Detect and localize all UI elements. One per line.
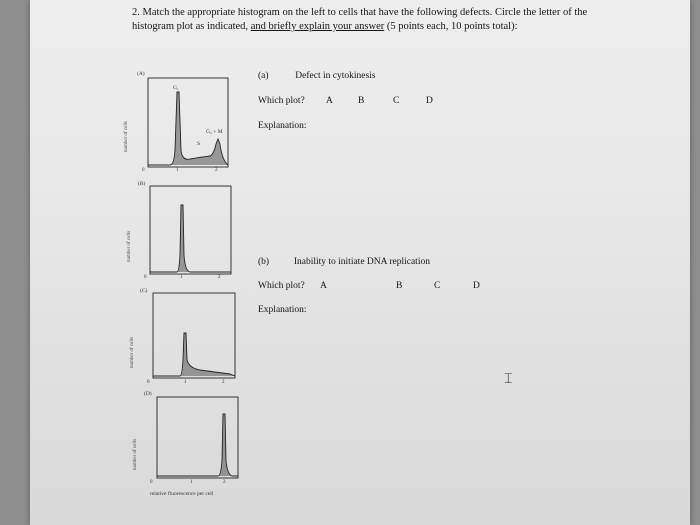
part-b-tag: (b) — [258, 257, 270, 267]
part-a-defect: Defect in cytokinesis — [295, 71, 376, 81]
tick-1-d: 1 — [190, 480, 193, 485]
tick-2-b: 2 — [218, 275, 221, 280]
y-axis-label-c: number of cells — [130, 336, 135, 368]
part-a-option-d[interactable]: D — [426, 96, 433, 106]
part-a-which-plot: Which plot? — [258, 96, 305, 106]
part-b-option-d[interactable]: D — [473, 281, 480, 291]
histogram-d — [157, 397, 238, 478]
histogram-figures — [30, 0, 690, 525]
y-axis-label-a: number of cells — [124, 120, 129, 152]
part-b-explanation: Explanation: — [258, 305, 307, 315]
question-number: 2. — [132, 7, 140, 18]
panel-label-d: (D) — [144, 391, 152, 397]
tick-1-c: 1 — [184, 380, 187, 385]
histogram-d-curve — [157, 414, 238, 476]
histogram-c — [153, 293, 235, 378]
text-cursor-icon: ⌶ — [504, 372, 513, 387]
part-a-option-a[interactable]: A — [326, 96, 333, 106]
histogram-c-curve — [153, 333, 235, 376]
histogram-a-curve — [148, 92, 228, 165]
question-points: (5 points each, 10 points total): — [384, 21, 518, 32]
peak-label-g2m: G₂ + M — [206, 129, 223, 135]
histogram-c-frame — [153, 293, 235, 378]
part-b-option-a[interactable]: A — [320, 281, 327, 291]
panel-label-b: (B) — [138, 181, 146, 187]
y-axis-label-d: number of cells — [133, 438, 138, 470]
tick-0-a: 0 — [142, 168, 145, 173]
part-b-defect: Inability to initiate DNA replication — [293, 257, 430, 267]
x-axis-label: relative fluorescence per cell — [150, 491, 214, 497]
tick-2-d: 2 — [223, 480, 226, 485]
question-instructions: Match the appropriate histogram on the left to cells that have the following defects. Circle the letter of the histogram plot as indicated, — [132, 7, 588, 32]
tick-2-a: 2 — [215, 168, 218, 173]
tick-1-a: 1 — [176, 168, 179, 173]
part-b-option-c[interactable]: C — [434, 281, 441, 291]
part-b-which-plot: Which plot? — [258, 281, 305, 291]
part-b-option-b[interactable]: B — [396, 281, 403, 291]
tick-1-b: 1 — [180, 275, 183, 280]
tick-0-c: 0 — [147, 380, 150, 385]
histogram-b-frame — [150, 186, 231, 274]
part-a-option-c[interactable]: C — [393, 96, 400, 106]
part-a-tag: (a) — [258, 71, 269, 81]
part-a-option-b[interactable]: B — [358, 96, 365, 106]
histogram-b — [150, 186, 231, 274]
panel-label-a: (A) — [137, 71, 145, 77]
question-underlined: and briefly explain your answer — [250, 21, 385, 32]
peak-label-g1: G₁ — [173, 85, 179, 91]
tick-0-b: 0 — [144, 275, 147, 280]
tick-2-c: 2 — [222, 380, 225, 385]
peak-label-s: S — [197, 141, 201, 147]
tick-0-d: 0 — [150, 480, 153, 485]
panel-label-c: (C) — [140, 288, 148, 294]
y-axis-label-b: number of cells — [127, 230, 132, 262]
histogram-a — [148, 78, 228, 167]
worksheet-page — [30, 0, 690, 525]
histogram-b-curve — [150, 205, 231, 272]
part-a-explanation: Explanation: — [258, 121, 307, 131]
